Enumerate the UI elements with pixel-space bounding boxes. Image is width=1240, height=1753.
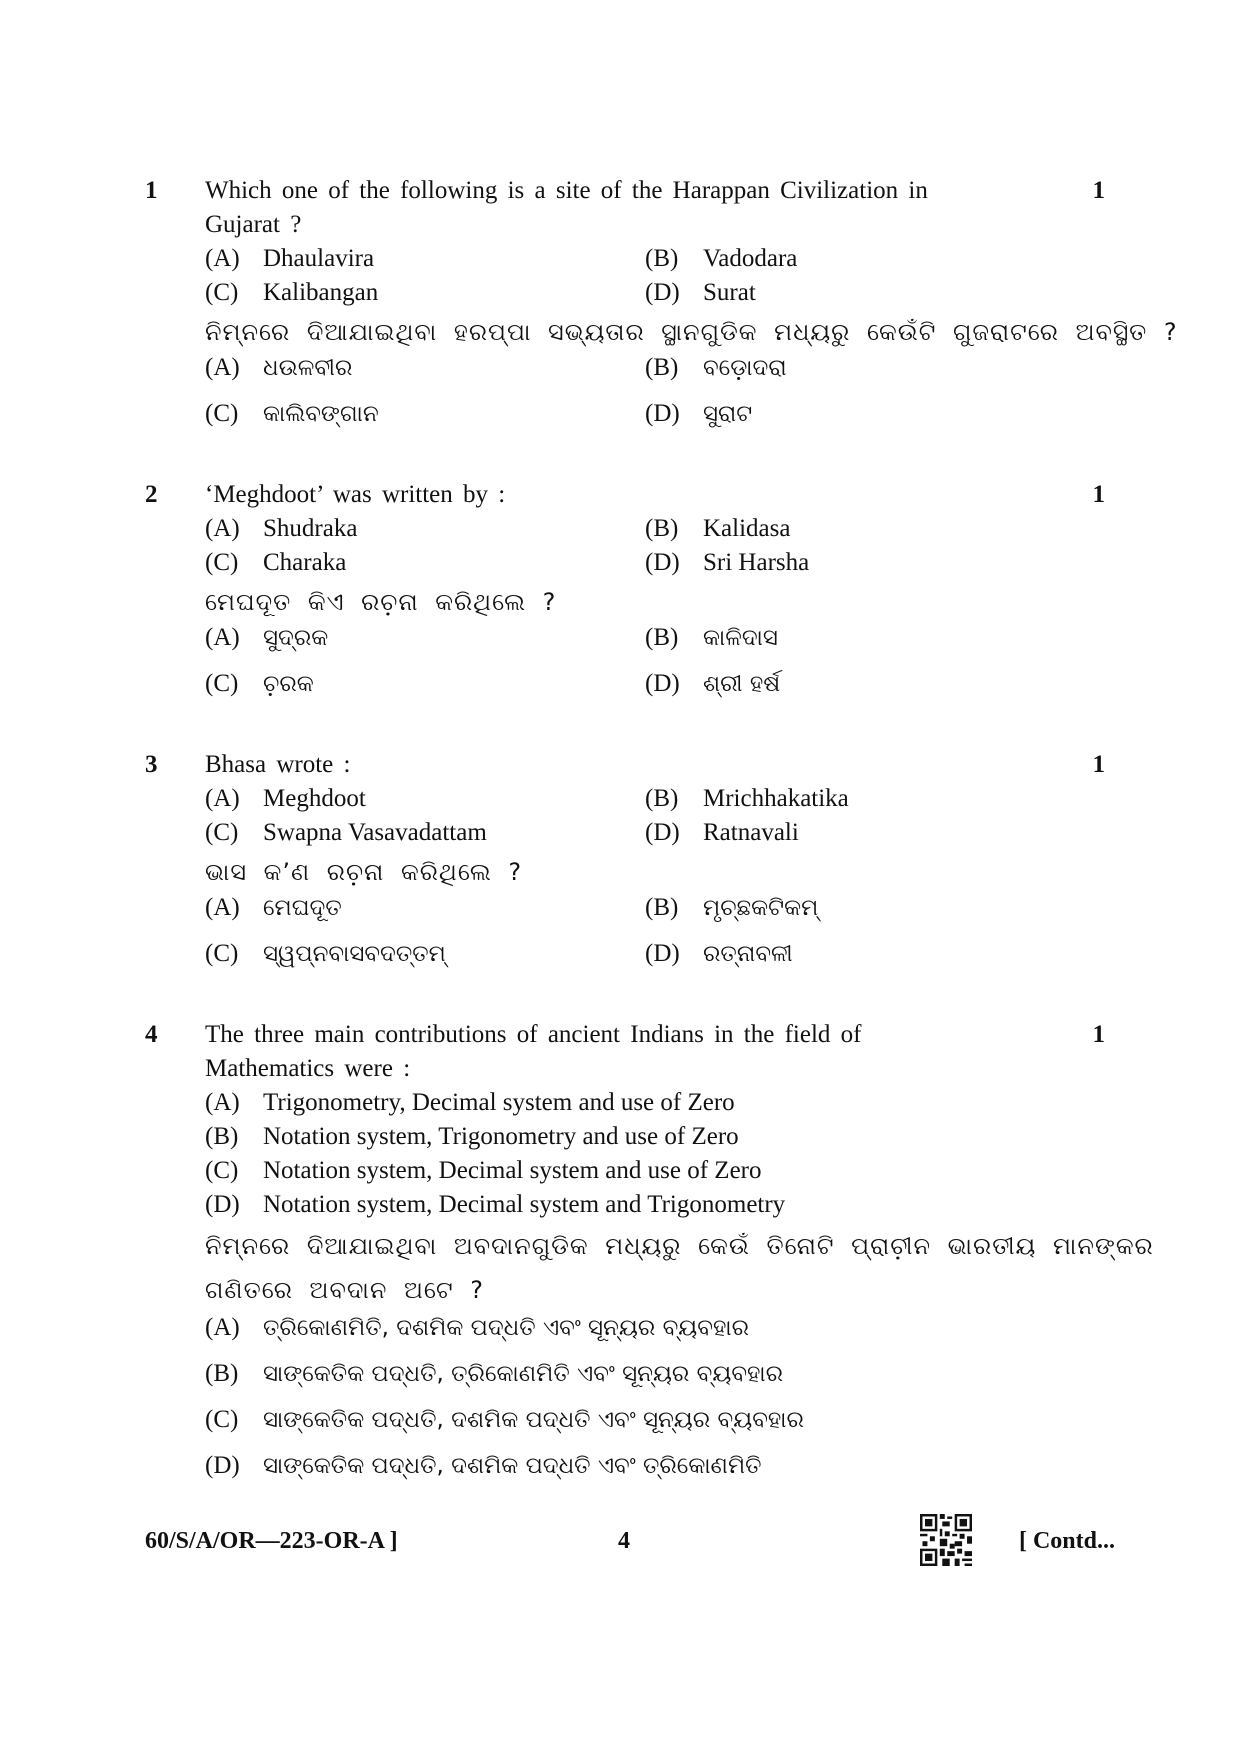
- option-c: (C) Notation system, Decimal system and use of Zero: [205, 1157, 762, 1184]
- odia-option-c: (C) ସାଙ୍କେତିକ ପଦ୍ଧତି, ଦଶମିକ ପଦ୍ଧତି ଏବଂ ସୂନ୍ୟର ବ୍ୟବହାର: [205, 1406, 804, 1433]
- option-d: (D) Ratnavali: [645, 819, 799, 846]
- option-a: (A) Dhaulavira: [205, 245, 375, 272]
- question-text: ‘Meghdoot’ was written by :: [205, 481, 506, 508]
- question-number: 3: [145, 751, 158, 778]
- odia-option-a: (A) ଧଉଳବୀର: [205, 354, 353, 381]
- option-a: (A) Meghdoot: [205, 785, 366, 812]
- odia-option-b: (B) ସାଙ୍କେତିକ ପଦ୍ଧତି, ତ୍ରିକୋଣମିତି ଏବଂ ସୂନ୍ୟର ବ୍ୟବହାର: [205, 1360, 784, 1387]
- question-marks: 1: [1092, 751, 1105, 778]
- odia-question-text: ନିମ୍ନରେ ଦିଆଯାଇଥିବା ଅବଦାନଗୁଡିକ ମଧ୍ୟରୁ କେଉଁ ତିନୋଟି ପ୍ରାଚ଼ୀନ ଭାରତୀୟ ମାନଙ୍କର: [205, 1232, 1154, 1260]
- question-marks: 1: [1092, 1021, 1105, 1048]
- question-text-continued: Gujarat ?: [205, 211, 302, 238]
- question-text-continued: Mathematics were :: [205, 1055, 411, 1082]
- qr-code-icon: [920, 1514, 972, 1566]
- odia-question-text: ମେଘଦୂତ କିଏ ରଚ଼ନା କରିଥିଲେ ?: [205, 588, 557, 616]
- option-c: (C) Swapna Vasavadattam: [205, 819, 487, 846]
- odia-option-d: (D) ସାଙ୍କେତିକ ପଦ୍ଧତି, ଦଶମିକ ପଦ୍ଧତି ଏବଂ ତ୍ରିକୋଣମିତି: [205, 1452, 762, 1479]
- odia-question-text: ନିମ୍ନରେ ଦିଆଯାଇଥିବା ହରପ୍ପା ସଭ୍ୟତାର ସ୍ଥାନଗୁଡିକ ମଧ୍ୟରୁ କେଉଁଟି ଗୁଜରାଟରେ ଅବସ୍ଥିତ ?: [205, 318, 1178, 346]
- question-3: [145, 748, 1135, 986]
- paper-code: 60/S/A/OR—223-OR-A ]: [145, 1528, 398, 1554]
- question-text: The three main contributions of ancient Indians in the field of: [205, 1021, 862, 1048]
- odia-option-c: (C) କାଲିବଙ୍ଗାନ: [205, 400, 379, 427]
- odia-option-b: (B) କାଳିଦାସ: [645, 624, 778, 651]
- option-b: (B) Kalidasa: [645, 515, 791, 542]
- question-4: [145, 1018, 1154, 1498]
- odia-question-text-continued: ଗଣିତରେ ଅବଦାନ ଅଟେ ?: [205, 1276, 484, 1304]
- odia-option-d: (D) ସୁରାଟ: [645, 400, 753, 427]
- option-a: (A) Shudraka: [205, 515, 358, 542]
- odia-option-b: (B) ବଡ଼ୋଦରା: [645, 354, 787, 381]
- question-marks: 1: [1092, 481, 1105, 508]
- question-2: [145, 478, 1135, 716]
- odia-option-a: (A) ମେଘଦୂତ: [205, 894, 342, 921]
- option-b: (B) Vadodara: [645, 245, 798, 272]
- question-1: [145, 174, 1178, 446]
- odia-option-d: (D) ରତ୍ନାବଳୀ: [645, 940, 793, 967]
- odia-option-c: (C) ସ୍ୱପ୍ନବାସବଦତ୍ତମ୍: [205, 940, 446, 967]
- odia-option-c: (C) ଚ଼ରକ: [205, 670, 314, 697]
- question-text: Which one of the following is a site of the Harappan Civilization in: [205, 177, 928, 204]
- continued-label: [ Contd...: [1018, 1528, 1115, 1554]
- question-marks: 1: [1092, 177, 1105, 204]
- option-d: (D) Sri Harsha: [645, 549, 810, 576]
- odia-question-text: ଭାସ କ’ଣ ରଚ଼ନା କରିଥିଲେ ?: [205, 858, 523, 886]
- option-d: (D) Notation system, Decimal system and Trigonometry: [205, 1191, 786, 1218]
- question-text: Bhasa wrote :: [205, 751, 351, 778]
- question-number: 2: [145, 481, 158, 508]
- odia-option-d: (D) ଶ୍ରୀ ହର୍ଷ: [645, 670, 781, 697]
- option-b: (B) Notation system, Trigonometry and use of Zero: [205, 1123, 739, 1150]
- question-number: 1: [145, 177, 158, 204]
- option-d: (D) Surat: [645, 279, 756, 306]
- option-a: (A) Trigonometry, Decimal system and use of Zero: [205, 1089, 735, 1116]
- odia-option-a: (A) ସୁଦ୍ରକ: [205, 624, 329, 651]
- option-c: (C) Kalibangan: [205, 279, 379, 306]
- question-number: 4: [145, 1021, 158, 1048]
- page-number: 4: [618, 1528, 630, 1554]
- odia-option-a: (A) ତ୍ରିକୋଣମିତି, ଦଶମିକ ପଦ୍ଧତି ଏବଂ ସୂନ୍ୟର ବ୍ୟବହାର: [205, 1314, 750, 1341]
- odia-option-b: (B) ମୃଚ୍ଛକଟିକମ୍: [645, 894, 819, 921]
- option-b: (B) Mrichhakatika: [645, 785, 849, 812]
- option-c: (C) Charaka: [205, 549, 347, 576]
- page-footer: [145, 1528, 1135, 1568]
